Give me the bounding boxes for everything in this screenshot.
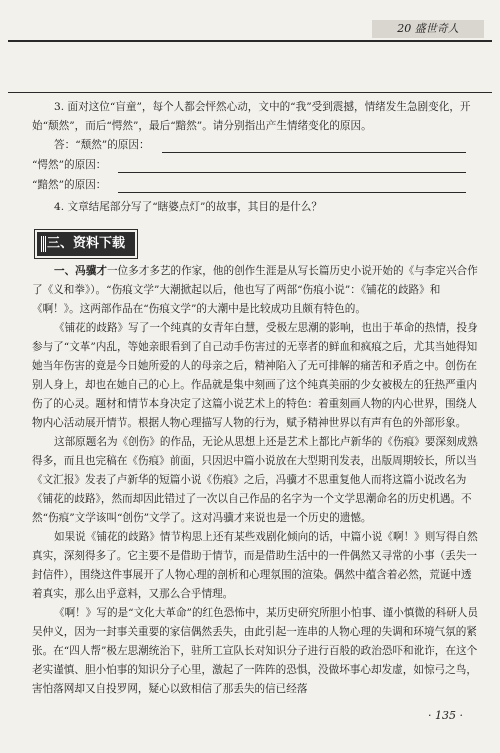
answer-blank-2[interactable] bbox=[118, 172, 466, 173]
paragraph-5: 《啊！》写的是“文化大革命”的红色恐怖中，某历史研究所胆小怕事、谨小慎微的科研人员吴仲义，因为一封事关重要的家信偶然丢失，由此引起一连串的人物心理的失调和环境气氛的紧张。在“四人帮”极左思潮统治下，驻所工宣队长对知识分子进行百般的政治恐吓和讹诈，在这个老实谨慎、胆小怕事的知识分子心里，激起了一阵阵的恐惧，没做坏事心却发虚，如惊弓之鸟，害怕落网却又自投罗网，疑心以致相信了那丢失的信已经落 bbox=[32, 607, 478, 695]
answer-row-3 bbox=[32, 176, 106, 195]
answer-row-1 bbox=[54, 136, 150, 155]
paragraph-1-text: 一位多才多艺的作家，他的创作生涯是从写长篇历史小说开始的《与李定兴合作了《义和拳》）。“伤痕文学”大潮掀起以后，他也写了两部“伤痕小说”：《铺花的歧路》和《啊！》。这两部作品在“伤痕文学”的大潮中是比较成功且颇有特色的。 bbox=[32, 265, 478, 315]
answer-blank-1[interactable] bbox=[162, 152, 466, 153]
paragraph-2: 《铺花的歧路》写了一个纯真的女青年白慧，受极左思潮的影响，也出于革命的热情，投身参与了“文革”内乱，等她亲眼看到了自己动手伤害过的无辜者的鲜血和疯痕之后，尤其当她得知她当年伤害的竟是今日她所爱的人的母亲之后，精神陷入了无可排解的痛苦和矛盾之中。创伤在别人身上，却也在她自己的心上。作品就是集中刻画了这个纯真美丽的少女被极左的狂热严重内伤了的心灵。题材和情节本身决定了这篇小说艺术上的特色：着重刻画人物的内心世界，围绕人物内心活动展开情节。根据人物心理描写人物的行为，赋予精神世界以有声有色的外部形象。 bbox=[32, 322, 478, 429]
question-4 bbox=[32, 198, 480, 217]
header-rule bbox=[8, 40, 492, 42]
question-3-text: 3. 面对这位“盲童”，每个人都会怦然心动，文中的“我”受到震撼，情绪发生急剧变化，开始“颓然”，而后“愕然”，最后“黯然”。请分别指出产生情绪变化的原因。 bbox=[32, 101, 471, 132]
paragraph-1 bbox=[32, 262, 480, 319]
paragraph-3: 这部原题名为《创伤》的作品，无论从思想上还是艺术上都比卢新华的《伤痕》要深刻成熟得多，而且也完稿在《伤痕》前面，只因迟中篇小说放在大型期刊发表，出版周期较长，所以当《文汇报》发表了卢新华的短篇小说《伤痕》之后，冯骥才不思重复他人而将这篇小说改名为《铺花的歧路》，然而却因此错过了一次以自己作品的名字为一个文学思潮命名的历史机遇。不然“伤痕”文学该叫“创伤”文学了。这对冯骥才来说也是一个历史的遗憾。 bbox=[32, 436, 478, 524]
answer-lead: 答： bbox=[54, 139, 76, 151]
answer-area-rule bbox=[8, 92, 492, 93]
question-4-text: 4. 文章结尾部分写了“瞎婆点灯”的故事，其目的是什么？ bbox=[54, 201, 322, 213]
lead-name: 一、冯骥才 bbox=[54, 265, 107, 277]
question-3 bbox=[32, 98, 480, 136]
page-number: · 135 · bbox=[428, 709, 463, 722]
answer-row-2 bbox=[32, 156, 106, 175]
section-heading-stripe bbox=[41, 236, 47, 252]
answer-row-3-label: “黯然”的原因： bbox=[32, 179, 107, 191]
paragraph-4: 如果说《铺花的歧路》情节构思上还有某些戏剧化倾向的话，中篇小说《啊！》则写得自然真实，深刻得多了。它主要不是借助于情节，而是借助生活中的一件偶然又寻常的小事（丢失一封信件），围绕这件事展开了人物心理的剖析和心理氛围的渲染。偶然中蕴含着必然，荒诞中透着真实，那么出乎意料，又那么合乎情理。 bbox=[32, 531, 478, 600]
running-header: 20 盛世奇人 bbox=[372, 20, 484, 38]
section-heading: 三、资料下载 bbox=[37, 232, 135, 256]
article-body bbox=[32, 262, 480, 699]
answer-blank-3[interactable] bbox=[118, 192, 466, 193]
answer-row-1-label: “颓然”的原因： bbox=[75, 139, 150, 151]
answer-row-2-label: “愕然”的原因： bbox=[32, 159, 107, 171]
